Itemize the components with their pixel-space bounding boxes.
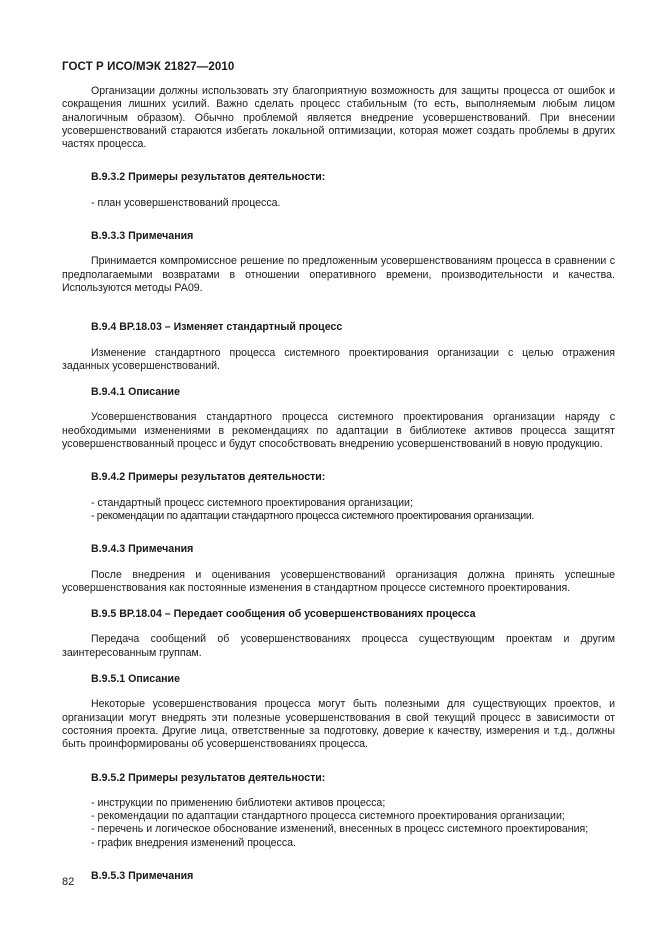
page-content [62,85,615,895]
list-item: - план усовершенствований процесса. [91,196,281,209]
section-heading: В.9.3.2 Примеры результатов деятельности: [91,171,326,184]
paragraph: После внедрения и оценивания усовершенствований организация должна принять успешные усовершенствования как постоянные изменения в стандартном процессе системного проектирования. [62,568,615,594]
list-item: - график внедрения изменений процесса. [91,836,296,849]
list-item: - стандартный процесс системного проектирования организации; [91,496,413,509]
paragraph: Усовершенствования стандартного процесса системного проектирования организации наряду с необходимыми изменениями в рекомендациях по адаптации в библиотеке активов процесса защитят усовершенствованный процесс и будут способствовать внедрению усовершенствований в новую продукцию. [62,411,615,451]
section-heading: В.9.4 ВР.18.03 – Изменяет стандартный процесс [91,321,343,334]
section-heading: В.9.4.3 Примечания [91,543,194,556]
page-number: 82 [62,876,75,888]
list-item: - рекомендации по адаптации стандартного процесса системного проектирования организации; [91,810,565,823]
paragraph: Некоторые усовершенствования процесса могут быть полезными для существующих проектов, и организации могут внедрять эти полезные усовершенствования в свой текущий процесс в зависимости от состояния проекта. Другие лица, ответственные за подготовку, доверие к качеству, измерения и т.д., должны быть проинформированы об усовершенствованиях процесса. [62,698,615,751]
list-item: - перечень и логическое обоснование изменений, внесенных в процесс системного проектирования; [91,823,589,836]
section-heading: В.9.5.1 Описание [91,673,180,686]
results-list [91,497,615,524]
paragraph: Принимается компромиссное решение по предложенным усовершенствованиям процесса в сравнении с предполагаемыми возвратами в отношении оперативного времени, производительности и качества. Используются методы РА09. [62,255,615,294]
section-heading: В.9.4.1 Описание [91,386,180,399]
results-list [91,197,615,210]
paragraph: Организации должны использовать эту благоприятную возможность для защиты процесса от ошибок и сокращения лишних усилий. Важно сделать процесс стабильным (то есть, выполняемым любым лицом аналогичным образом). Обычно проблемой является внедрение усовершенствований. При внесении усовершенствований стараются избегать локальной оптимизации, которая может создать проблемы в других частях процесса. [62,85,615,151]
list-item: - инструкции по применению библиотеки активов процесса; [91,796,386,809]
section-heading: В.9.5.3 Примечания [91,869,194,882]
section-heading: В.9.5 ВР.18.04 – Передает сообщения об усовершенствованиях процесса [91,608,476,621]
paragraph: Изменение стандартного процесса системного проектирования организации с целью отражения заданных усовершенствований. [62,346,615,372]
list-item: - рекомендации по адаптации стандартного процесса системного проектирования организации. [91,509,535,522]
section-heading: В.9.5.2 Примеры результатов деятельности: [91,771,326,784]
results-list [91,797,615,850]
paragraph: Передача сообщений об усовершенствованиях процесса существующим проектам и другим заинтересованным группам. [62,633,615,659]
standard-header: ГОСТ Р ИСО/МЭК 21827—2010 [62,61,235,73]
section-heading: В.9.3.3 Примечания [91,230,194,243]
section-heading: В.9.4.2 Примеры результатов деятельности: [91,471,326,484]
